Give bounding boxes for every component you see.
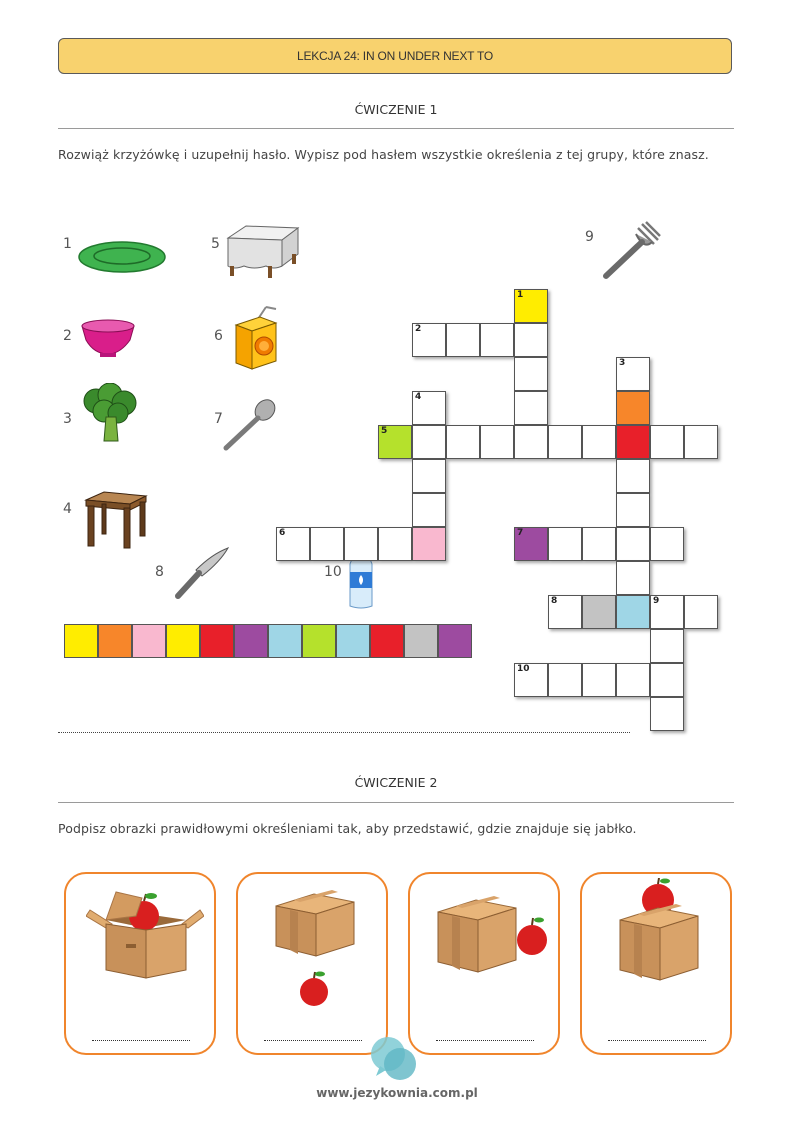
crossword-cell[interactable] [514, 357, 548, 391]
picture-number: 6 [214, 328, 223, 344]
crossword-clue-number: 3 [619, 358, 626, 368]
card-apple-in-box [64, 872, 216, 1055]
crossword-cell[interactable] [378, 527, 412, 561]
crossword-cell[interactable] [514, 391, 548, 425]
password-cell[interactable] [404, 624, 438, 658]
answer-line[interactable] [58, 722, 630, 733]
exercise-1-title: ĆWICZENIE 1 [354, 102, 438, 117]
crossword-cell[interactable] [616, 493, 650, 527]
picture-number: 2 [63, 328, 72, 344]
picture-number: 3 [63, 411, 72, 427]
crossword-cell[interactable] [650, 425, 684, 459]
crossword-cell[interactable] [514, 323, 548, 357]
password-cell[interactable] [98, 624, 132, 658]
crossword-cell[interactable] [412, 459, 446, 493]
password-cell[interactable] [370, 624, 404, 658]
exercise-1-instruction: Rozwiąż krzyżówkę i uzupełnij hasło. Wypisz pod hasłem wszystkie określenia z tej grupy, które znasz. [58, 147, 709, 162]
crossword-cell[interactable] [616, 663, 650, 697]
password-cell[interactable] [268, 624, 302, 658]
crossword-cell[interactable] [650, 697, 684, 731]
apple-under-box-illustration [272, 888, 358, 1010]
password-cell[interactable] [132, 624, 166, 658]
crossword-cell[interactable] [514, 289, 548, 323]
crossword-cell[interactable] [412, 527, 446, 561]
crossword-clue-number: 7 [517, 528, 524, 538]
crossword-cell[interactable] [480, 323, 514, 357]
crossword-cell[interactable] [548, 595, 582, 629]
crossword-cell[interactable] [514, 425, 548, 459]
picture-number: 10 [324, 564, 342, 580]
crossword-cell[interactable] [548, 527, 582, 561]
password-cell[interactable] [438, 624, 472, 658]
answer-line[interactable] [436, 1040, 534, 1041]
website-url: www.jezykownia.com.pl [316, 1086, 478, 1100]
crossword-cell[interactable] [616, 459, 650, 493]
crossword-cell[interactable] [412, 493, 446, 527]
tablecloth-table-icon [224, 222, 300, 280]
picture-number: 1 [63, 236, 72, 252]
jezykownia-logo-icon [370, 1036, 418, 1084]
crossword-clue-number: 5 [381, 426, 388, 436]
picture-number: 9 [585, 229, 594, 245]
fork-icon [600, 220, 662, 280]
picture-number: 5 [211, 236, 220, 252]
crossword-cell[interactable] [276, 527, 310, 561]
crossword-cell[interactable] [616, 391, 650, 425]
crossword-cell[interactable] [616, 527, 650, 561]
table-icon [82, 490, 148, 550]
crossword-cell[interactable] [582, 425, 616, 459]
exercise-2-title: ĆWICZENIE 2 [354, 775, 438, 790]
plate-icon [78, 240, 168, 274]
crossword-clue-number: 4 [415, 392, 422, 402]
knife-icon [172, 544, 232, 600]
spoon-icon [222, 398, 278, 452]
crossword-cell[interactable] [650, 595, 684, 629]
crossword-clue-number: 8 [551, 596, 558, 606]
crossword-cell[interactable] [650, 527, 684, 561]
divider [58, 128, 734, 129]
crossword-clue-number: 9 [653, 596, 660, 606]
crossword-cell[interactable] [616, 561, 650, 595]
crossword-clue-number: 2 [415, 324, 422, 334]
apple-next-to-box-illustration [434, 894, 554, 984]
crossword-cell[interactable] [344, 527, 378, 561]
crossword-cell[interactable] [582, 527, 616, 561]
picture-number: 8 [155, 564, 164, 580]
crossword-cell[interactable] [446, 425, 480, 459]
crossword-cell[interactable] [412, 323, 446, 357]
crossword-cell[interactable] [514, 663, 548, 697]
answer-line[interactable] [264, 1040, 362, 1041]
lesson-title: LEKCJA 24: IN ON UNDER NEXT TO [296, 49, 494, 63]
bowl-icon [80, 316, 136, 358]
picture-number: 4 [63, 501, 72, 517]
crossword-clue-number: 1 [517, 290, 524, 300]
broccoli-icon [80, 383, 138, 445]
crossword-cell[interactable] [650, 629, 684, 663]
crossword-clue-number: 6 [279, 528, 286, 538]
crossword-cell[interactable] [582, 595, 616, 629]
password-cell[interactable] [166, 624, 200, 658]
crossword-cell[interactable] [650, 663, 684, 697]
password-row [64, 624, 472, 658]
divider [58, 802, 734, 803]
crossword-cell[interactable] [310, 527, 344, 561]
crossword-cell[interactable] [684, 595, 718, 629]
crossword-clue-number: 10 [517, 664, 530, 674]
apple-on-box-illustration [616, 878, 706, 988]
card-apple-next-to-box [408, 872, 560, 1055]
answer-line[interactable] [92, 1040, 190, 1041]
crossword-cell[interactable] [684, 425, 718, 459]
picture-number: 7 [214, 411, 223, 427]
crossword-cell[interactable] [616, 357, 650, 391]
juice-box-icon [232, 305, 280, 371]
crossword-cell[interactable] [480, 425, 514, 459]
lesson-title-banner [58, 38, 732, 74]
card-apple-under-box [236, 872, 388, 1055]
crossword-cell[interactable] [616, 425, 650, 459]
password-cell[interactable] [64, 624, 98, 658]
password-cell[interactable] [234, 624, 268, 658]
crossword-cell[interactable] [548, 663, 582, 697]
answer-line[interactable] [608, 1040, 706, 1041]
crossword-cell[interactable] [446, 323, 480, 357]
exercise-2-instruction: Podpisz obrazki prawidłowymi określeniami tak, aby przedstawić, gdzie znajduje się jabłko. [58, 821, 637, 836]
crossword-cell[interactable] [514, 527, 548, 561]
password-cell[interactable] [200, 624, 234, 658]
crossword-cell[interactable] [548, 425, 582, 459]
crossword-cell[interactable] [378, 425, 412, 459]
crossword-cell[interactable] [412, 391, 446, 425]
password-cell[interactable] [302, 624, 336, 658]
card-apple-on-box [580, 872, 732, 1055]
crossword-cell[interactable] [616, 595, 650, 629]
crossword-cell[interactable] [412, 425, 446, 459]
password-cell[interactable] [336, 624, 370, 658]
crossword-cell[interactable] [582, 663, 616, 697]
apple-in-box-illustration [86, 884, 204, 982]
